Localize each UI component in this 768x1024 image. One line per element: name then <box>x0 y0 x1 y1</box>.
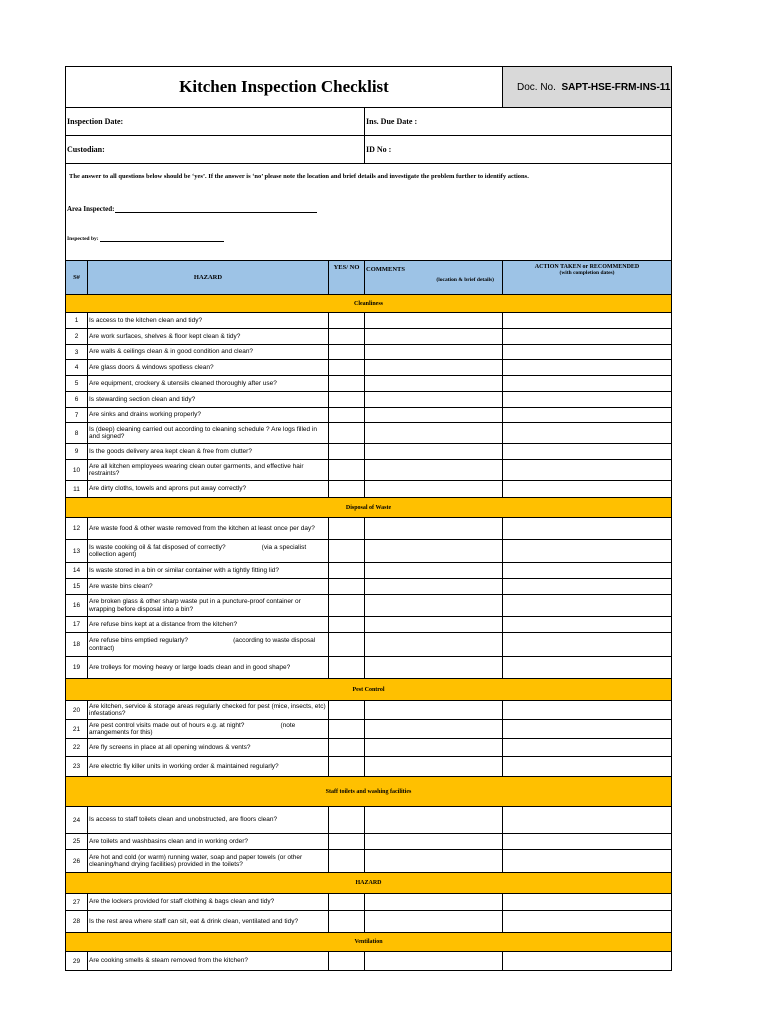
comments-cell[interactable] <box>365 657 503 679</box>
section-title: Ventilation <box>66 933 672 952</box>
col-action: ACTION TAKEN or RECOMMENDED (with completion dates) <box>503 261 672 295</box>
action-cell[interactable] <box>503 595 672 617</box>
id-no-field[interactable]: ID No : <box>365 136 672 164</box>
yes-no-cell[interactable] <box>329 460 365 481</box>
yes-no-cell[interactable] <box>329 579 365 595</box>
yes-no-cell[interactable] <box>329 360 365 376</box>
inspected-by-line[interactable] <box>100 234 224 242</box>
action-cell[interactable] <box>503 313 672 329</box>
instructions-block <box>66 164 672 261</box>
table-row <box>66 657 672 679</box>
table-row <box>66 481 672 498</box>
action-cell[interactable] <box>503 850 672 873</box>
section-header <box>66 295 672 313</box>
action-cell[interactable] <box>503 360 672 376</box>
yes-no-cell[interactable] <box>329 313 365 329</box>
comments-cell[interactable] <box>365 850 503 873</box>
instructions-row <box>66 164 672 261</box>
item-number: 16 <box>66 595 88 617</box>
comments-cell[interactable] <box>365 563 503 579</box>
item-number: 14 <box>66 563 88 579</box>
comments-cell[interactable] <box>365 518 503 540</box>
table-row <box>66 952 672 971</box>
hazard-question: Are waste bins clean? <box>88 579 329 595</box>
yes-no-cell[interactable] <box>329 952 365 971</box>
yes-no-cell[interactable] <box>329 911 365 933</box>
hazard-question: Are kitchen, service & storage areas regularly checked for pest (mice, insects, etc) infestations? <box>88 701 329 720</box>
comments-cell[interactable] <box>365 423 503 444</box>
table-row <box>66 633 672 657</box>
hazard-question: Is the goods delivery area kept clean & free from clutter? <box>88 444 329 460</box>
yes-no-cell[interactable] <box>329 834 365 850</box>
action-cell[interactable] <box>503 834 672 850</box>
yes-no-cell[interactable] <box>329 518 365 540</box>
comments-cell[interactable] <box>365 540 503 563</box>
section-title: HAZARD <box>66 873 672 894</box>
yes-no-cell[interactable] <box>329 657 365 679</box>
yes-no-cell[interactable] <box>329 757 365 777</box>
table-row <box>66 595 672 617</box>
table-row <box>66 460 672 481</box>
yes-no-cell[interactable] <box>329 720 365 739</box>
comments-cell[interactable] <box>365 911 503 933</box>
doc-label: Doc. No. <box>517 81 556 93</box>
item-number: 26 <box>66 850 88 873</box>
action-cell[interactable] <box>503 540 672 563</box>
comments-cell[interactable] <box>365 807 503 834</box>
item-number: 28 <box>66 911 88 933</box>
hazard-question: Are cooking smells & steam removed from the kitchen? <box>88 952 329 971</box>
comments-cell[interactable] <box>365 757 503 777</box>
comments-cell[interactable] <box>365 739 503 757</box>
hazard-question: Are pest control visits made out of hours e.g. at night? (note arrangements for this) <box>88 720 329 739</box>
table-row <box>66 360 672 376</box>
hazard-question: Are the lockers provided for staff clothing & bags clean and tidy? <box>88 894 329 911</box>
action-cell[interactable] <box>503 518 672 540</box>
item-number: 10 <box>66 460 88 481</box>
yes-no-cell[interactable] <box>329 633 365 657</box>
hazard-question: Are toilets and washbasins clean and in working order? <box>88 834 329 850</box>
action-cell[interactable] <box>503 444 672 460</box>
comments-cell[interactable] <box>365 952 503 971</box>
item-number: 15 <box>66 579 88 595</box>
inspection-date-field[interactable]: Inspection Date: <box>66 108 365 136</box>
action-cell[interactable] <box>503 563 672 579</box>
table-row <box>66 518 672 540</box>
yes-no-cell[interactable] <box>329 563 365 579</box>
title-row <box>66 67 672 108</box>
section-title: Disposal of Waste <box>66 498 672 518</box>
hazard-question: Is access to the kitchen clean and tidy? <box>88 313 329 329</box>
item-number: 17 <box>66 617 88 633</box>
action-cell[interactable] <box>503 911 672 933</box>
table-row <box>66 392 672 408</box>
action-cell[interactable] <box>503 345 672 360</box>
item-number: 7 <box>66 408 88 423</box>
table-row <box>66 423 672 444</box>
hazard-question: Are electric fly killer units in working order & maintained regularly? <box>88 757 329 777</box>
table-row <box>66 563 672 579</box>
action-cell[interactable] <box>503 408 672 423</box>
hazard-question: Are glass doors & windows spotless clean? <box>88 360 329 376</box>
area-inspected-line[interactable] <box>115 205 317 213</box>
yes-no-cell[interactable] <box>329 894 365 911</box>
item-number: 21 <box>66 720 88 739</box>
comments-cell[interactable] <box>365 408 503 423</box>
yes-no-cell[interactable] <box>329 329 365 345</box>
table-row <box>66 376 672 392</box>
action-cell[interactable] <box>503 481 672 498</box>
action-cell[interactable] <box>503 807 672 834</box>
item-number: 12 <box>66 518 88 540</box>
item-number: 27 <box>66 894 88 911</box>
item-number: 5 <box>66 376 88 392</box>
col-yes-no: YES/ NO <box>329 261 365 295</box>
item-number: 29 <box>66 952 88 971</box>
item-number: 23 <box>66 757 88 777</box>
action-cell[interactable] <box>503 757 672 777</box>
hazard-question: Is waste stored in a bin or similar container with a tightly fitting lid? <box>88 563 329 579</box>
item-number: 18 <box>66 633 88 657</box>
hazard-question: Is waste cooking oil & fat disposed of correctly? (via a specialist collection agent) <box>88 540 329 563</box>
area-inspected-label: Area Inspected: <box>67 205 115 213</box>
col-comments: COMMENTS (location & brief details) <box>365 261 503 295</box>
action-cell[interactable] <box>503 617 672 633</box>
action-cell[interactable] <box>503 739 672 757</box>
info-row-1 <box>66 108 672 136</box>
section-header <box>66 873 672 894</box>
item-number: 11 <box>66 481 88 498</box>
item-number: 8 <box>66 423 88 444</box>
hazard-question: Are equipment, crockery & utensils cleaned thoroughly after use? <box>88 376 329 392</box>
checklist-table <box>65 66 672 971</box>
item-number: 3 <box>66 345 88 360</box>
action-cell[interactable] <box>503 579 672 595</box>
action-cell[interactable] <box>503 633 672 657</box>
table-row <box>66 894 672 911</box>
item-number: 24 <box>66 807 88 834</box>
yes-no-cell[interactable] <box>329 595 365 617</box>
comments-cell[interactable] <box>365 313 503 329</box>
comments-cell[interactable] <box>365 894 503 911</box>
hazard-question: Is the rest area where staff can sit, eat & drink clean, ventilated and tidy? <box>88 911 329 933</box>
yes-no-cell[interactable] <box>329 617 365 633</box>
comments-cell[interactable] <box>365 329 503 345</box>
table-row <box>66 444 672 460</box>
action-cell[interactable] <box>503 423 672 444</box>
table-row <box>66 807 672 834</box>
section-header <box>66 679 672 701</box>
section-title: Staff toilets and washing facilities <box>66 777 672 807</box>
action-cell[interactable] <box>503 460 672 481</box>
comments-cell[interactable] <box>365 481 503 498</box>
col-hazard: HAZARD <box>88 261 329 295</box>
comments-cell[interactable] <box>365 633 503 657</box>
yes-no-cell[interactable] <box>329 850 365 873</box>
section-header <box>66 933 672 952</box>
item-number: 6 <box>66 392 88 408</box>
area-inspected[interactable] <box>67 205 317 213</box>
hazard-question: Are hot and cold (or warm) running water, soap and paper towels (or other cleaning/hand drying facilities) provided in the toilets? <box>88 850 329 873</box>
action-cell[interactable] <box>503 376 672 392</box>
hazard-question: Are all kitchen employees wearing clean outer garments, and effective hair restraints? <box>88 460 329 481</box>
inspected-by[interactable] <box>67 234 224 242</box>
table-row <box>66 701 672 720</box>
doc-number-cell <box>503 67 672 108</box>
item-number: 2 <box>66 329 88 345</box>
action-cell[interactable] <box>503 952 672 971</box>
item-number: 20 <box>66 701 88 720</box>
due-date-field[interactable]: Ins. Due Date : <box>365 108 672 136</box>
comments-cell[interactable] <box>365 720 503 739</box>
col-sn: S# <box>66 261 88 295</box>
comments-cell[interactable] <box>365 595 503 617</box>
yes-no-cell[interactable] <box>329 481 365 498</box>
action-cell[interactable] <box>503 392 672 408</box>
action-cell[interactable] <box>503 701 672 720</box>
table-row <box>66 834 672 850</box>
yes-no-cell[interactable] <box>329 376 365 392</box>
doc-number: SAPT-HSE-FRM-INS-11 <box>561 81 671 93</box>
checklist-sheet <box>65 66 671 971</box>
action-cell[interactable] <box>503 657 672 679</box>
section-header <box>66 777 672 807</box>
yes-no-cell[interactable] <box>329 444 365 460</box>
section-title: Pest Control <box>66 679 672 701</box>
instructions-text: The answer to all questions below should be ‘yes’. If the answer is ‘no’ please note the location and brief details and investigate the problem further to identify actions. <box>69 173 529 180</box>
hazard-question: Are broken glass & other sharp waste put in a puncture-proof container or wrapping before disposal into a bin? <box>88 595 329 617</box>
table-row <box>66 850 672 873</box>
item-number: 22 <box>66 739 88 757</box>
hazard-question: Are work surfaces, shelves & floor kept clean & tidy? <box>88 329 329 345</box>
yes-no-cell[interactable] <box>329 701 365 720</box>
yes-no-cell[interactable] <box>329 345 365 360</box>
comments-cell[interactable] <box>365 834 503 850</box>
hazard-question: Are dirty cloths, towels and aprons put away correctly? <box>88 481 329 498</box>
comments-cell[interactable] <box>365 617 503 633</box>
custodian-field[interactable]: Custodian: <box>66 136 365 164</box>
table-row <box>66 911 672 933</box>
hazard-question: Are walls & ceilings clean & in good condition and clean? <box>88 345 329 360</box>
hazard-question: Are waste food & other waste removed from the kitchen at least once per day? <box>88 518 329 540</box>
comments-cell[interactable] <box>365 460 503 481</box>
comments-cell[interactable] <box>365 392 503 408</box>
comments-cell[interactable] <box>365 579 503 595</box>
table-row <box>66 540 672 563</box>
item-number: 13 <box>66 540 88 563</box>
table-row <box>66 408 672 423</box>
comments-cell[interactable] <box>365 376 503 392</box>
comments-cell[interactable] <box>365 444 503 460</box>
action-cell[interactable] <box>503 894 672 911</box>
info-row-2 <box>66 136 672 164</box>
item-number: 25 <box>66 834 88 850</box>
inspected-by-label: Inspected by: <box>67 236 99 242</box>
yes-no-cell[interactable] <box>329 739 365 757</box>
item-number: 19 <box>66 657 88 679</box>
yes-no-cell[interactable] <box>329 423 365 444</box>
hazard-question: Are trolleys for moving heavy or large loads clean and in good shape? <box>88 657 329 679</box>
hazard-question: Are refuse bins emptied regularly? (according to waste disposal contract) <box>88 633 329 657</box>
hazard-question: Are refuse bins kept at a distance from the kitchen? <box>88 617 329 633</box>
comments-cell[interactable] <box>365 345 503 360</box>
item-number: 4 <box>66 360 88 376</box>
item-number: 1 <box>66 313 88 329</box>
table-row <box>66 757 672 777</box>
comments-cell[interactable] <box>365 701 503 720</box>
yes-no-cell[interactable] <box>329 392 365 408</box>
table-row <box>66 329 672 345</box>
hazard-question: Is (deep) cleaning carried out according to cleaning schedule ? Are logs filled in and signed? <box>88 423 329 444</box>
action-cell[interactable] <box>503 720 672 739</box>
table-row <box>66 720 672 739</box>
section-header <box>66 498 672 518</box>
hazard-question: Are sinks and drains working properly? <box>88 408 329 423</box>
table-row <box>66 313 672 329</box>
section-title: Cleanliness <box>66 295 672 313</box>
yes-no-cell[interactable] <box>329 408 365 423</box>
table-row <box>66 579 672 595</box>
hazard-question: Are fly screens in place at all opening windows & vents? <box>88 739 329 757</box>
item-number: 9 <box>66 444 88 460</box>
table-row <box>66 739 672 757</box>
column-header-row <box>66 261 672 295</box>
hazard-question: Is stewarding section clean and tidy? <box>88 392 329 408</box>
page-title: Kitchen Inspection Checklist <box>66 67 503 108</box>
action-cell[interactable] <box>503 329 672 345</box>
table-row <box>66 345 672 360</box>
yes-no-cell[interactable] <box>329 807 365 834</box>
table-row <box>66 617 672 633</box>
yes-no-cell[interactable] <box>329 540 365 563</box>
comments-cell[interactable] <box>365 360 503 376</box>
hazard-question: Is access to staff toilets clean and unobstructed, are floors clean? <box>88 807 329 834</box>
